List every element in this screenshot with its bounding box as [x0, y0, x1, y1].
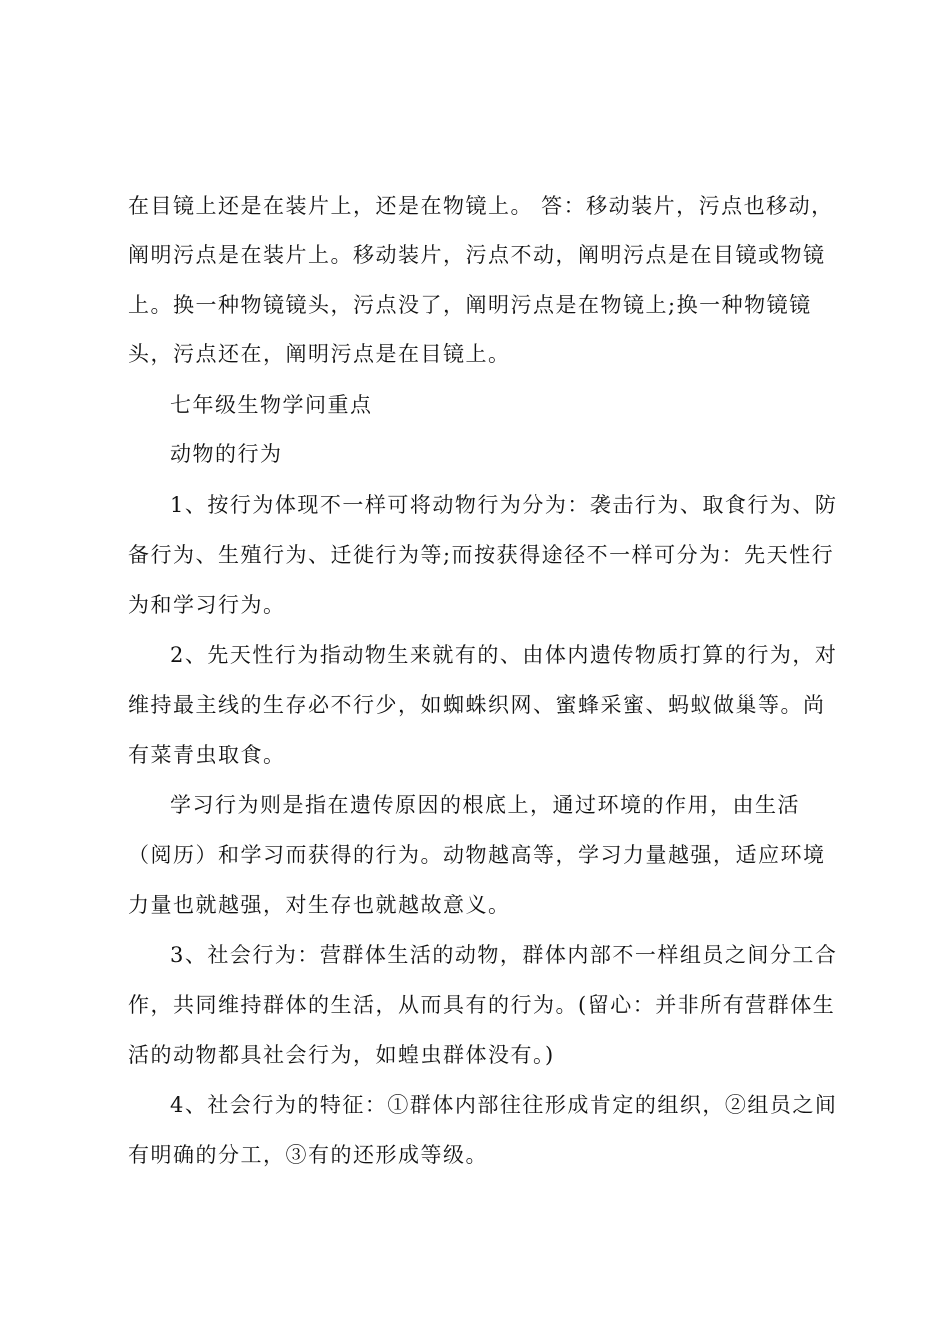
paragraph-line: 上。换一种物镜镜头，污点没了，阐明污点是在物镜上;换一种物镜镜 [128, 293, 812, 317]
paragraph-line: 头，污点还在，阐明污点是在目镜上。 [128, 342, 511, 366]
paragraph-line: 有明确的分工，③有的还形成等级。 [128, 1143, 488, 1167]
paragraph-line: 3、社会行为：营群体生活的动物，群体内部不一样组员之间分工合 [170, 943, 838, 967]
paragraph-line: 学习行为则是指在遗传原因的根底上，通过环境的作用，由生活 [170, 793, 800, 817]
subsection-heading: 动物的行为 [170, 442, 283, 466]
paragraph-line: 1、按行为体现不一样可将动物行为分为：袭击行为、取食行为、防 [170, 493, 838, 517]
paragraph-line: 有菜青虫取食。 [128, 743, 286, 767]
paragraph-line: （阅历）和学习而获得的行为。动物越高等，学习力量越强，适应环境 [128, 843, 826, 867]
paragraph-line: 阐明污点是在装片上。移动装片，污点不动，阐明污点是在目镜或物镜 [128, 243, 826, 267]
paragraph-line: 在目镜上还是在装片上，还是在物镜上。 答：移动装片，污点也移动， [128, 194, 834, 218]
section-heading: 七年级生物学问重点 [170, 393, 373, 417]
paragraph-line: 4、社会行为的特征：①群体内部往往形成肯定的组织，②组员之间 [170, 1093, 838, 1117]
paragraph-line: 备行为、生殖行为、迁徙行为等;而按获得途径不一样可分为：先天性行 [128, 543, 835, 567]
paragraph-line: 力量也就越强，对生存也就越故意义。 [128, 893, 511, 917]
paragraph-line: 2、先天性行为指动物生来就有的、由体内遗传物质打算的行为，对 [170, 643, 838, 667]
paragraph-line: 为和学习行为。 [128, 593, 286, 617]
paragraph-line: 作，共同维持群体的生活，从而具有的行为。(留心：并非所有营群体生 [128, 993, 836, 1017]
paragraph-line: 维持最主线的生存必不行少，如蜘蛛织网、蜜蜂采蜜、蚂蚁做巢等。尚 [128, 693, 826, 717]
paragraph-line: 活的动物都具社会行为，如蝗虫群体没有。) [128, 1043, 555, 1067]
